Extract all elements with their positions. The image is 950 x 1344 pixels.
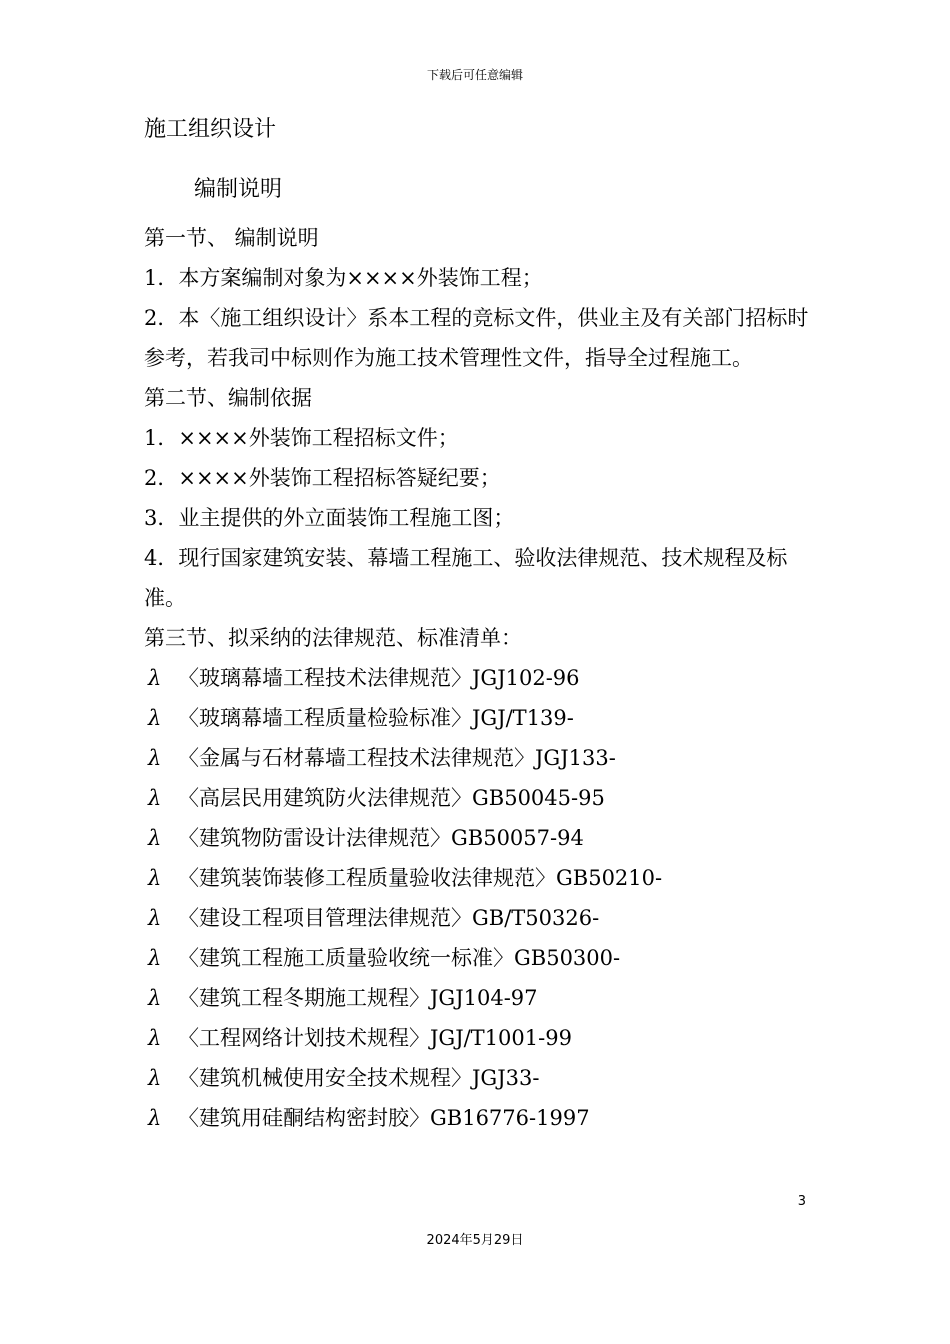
standard-item-text: 〈建筑用硅酮结构密封胶〉GB16776-1997 (178, 1106, 590, 1130)
bullet-lambda-icon: λ (148, 1066, 162, 1090)
standard-item-text: 〈玻璃幕墙工程质量检验标准〉JGJ/T139- (178, 706, 574, 730)
section-heading: 编制说明 (194, 177, 283, 202)
bullet-lambda-icon: λ (148, 826, 162, 850)
standard-item-text: 〈高层民用建筑防火法律规范〉GB50045-95 (178, 786, 605, 810)
standard-item-text: 〈建筑装饰装修工程质量验收法律规范〉GB50210- (178, 866, 663, 890)
section-1-title: 第一节、 编制说明 (144, 226, 319, 250)
footer-date: 2024年5月29日 (426, 1233, 524, 1248)
bullet-lambda-icon: λ (148, 746, 162, 770)
section-1-item-1: 1．本方案编制对象为××××外装饰工程； (144, 266, 543, 290)
bullet-lambda-icon: λ (148, 986, 162, 1010)
standards-list (144, 658, 814, 1138)
standard-item (144, 818, 814, 858)
standard-item (144, 778, 814, 818)
bullet-lambda-icon: λ (148, 866, 162, 890)
page-number: 3 (797, 1194, 806, 1209)
section-2-item-3: 3．业主提供的外立面装饰工程施工图； (144, 506, 515, 530)
standard-item-text: 〈建筑工程施工质量验收统一标准〉GB50300- (178, 946, 621, 970)
document-body (144, 218, 814, 1138)
standard-item (144, 658, 814, 698)
bullet-lambda-icon: λ (148, 906, 162, 930)
standard-item-text: 〈建筑工程冬期施工规程〉JGJ104-97 (178, 986, 538, 1010)
standard-item (144, 898, 814, 938)
standard-item (144, 938, 814, 978)
section-2-title: 第二节、编制依据 (144, 386, 312, 410)
section-2-item-2: 2．××××外装饰工程招标答疑纪要； (144, 466, 501, 490)
standard-item (144, 738, 814, 778)
standard-item-text: 〈工程网络计划技术规程〉JGJ/T1001-99 (178, 1026, 572, 1050)
standard-item (144, 698, 814, 738)
bullet-lambda-icon: λ (148, 1106, 162, 1130)
standard-item (144, 858, 814, 898)
standard-item-text: 〈金属与石材幕墙工程技术法律规范〉JGJ133- (178, 746, 616, 770)
standard-item-text: 〈玻璃幕墙工程技术法律规范〉JGJ102-96 (178, 666, 580, 690)
document-title: 施工组织设计 (144, 117, 277, 142)
standard-item-text: 〈建设工程项目管理法律规范〉GB/T50326- (178, 906, 600, 930)
bullet-lambda-icon: λ (148, 786, 162, 810)
section-2-item-1: 1．××××外装饰工程招标文件； (144, 426, 459, 450)
section-3-title: 第三节、拟采纳的法律规范、标准清单： (144, 626, 522, 650)
bullet-lambda-icon: λ (148, 706, 162, 730)
standard-item-text: 〈建筑物防雷设计法律规范〉GB50057-94 (178, 826, 584, 850)
section-2-item-4: 4．现行国家建筑安装、幕墙工程施工、验收法律规范、技术规程及标准。 (144, 546, 788, 610)
header-note: 下载后可任意编辑 (426, 68, 523, 82)
bullet-lambda-icon: λ (148, 1026, 162, 1050)
section-1-item-2: 2．本〈施工组织设计〉系本工程的竞标文件，供业主及有关部门招标时参考，若我司中标则作为施工技术管理性文件，指导全过程施工。 (144, 306, 809, 370)
standard-item-text: 〈建筑机械使用安全技术规程〉JGJ33- (178, 1066, 540, 1090)
bullet-lambda-icon: λ (148, 946, 162, 970)
standard-item (144, 1098, 814, 1138)
standard-item (144, 1058, 814, 1098)
standard-item (144, 1018, 814, 1058)
standard-item (144, 978, 814, 1018)
bullet-lambda-icon: λ (148, 666, 162, 690)
